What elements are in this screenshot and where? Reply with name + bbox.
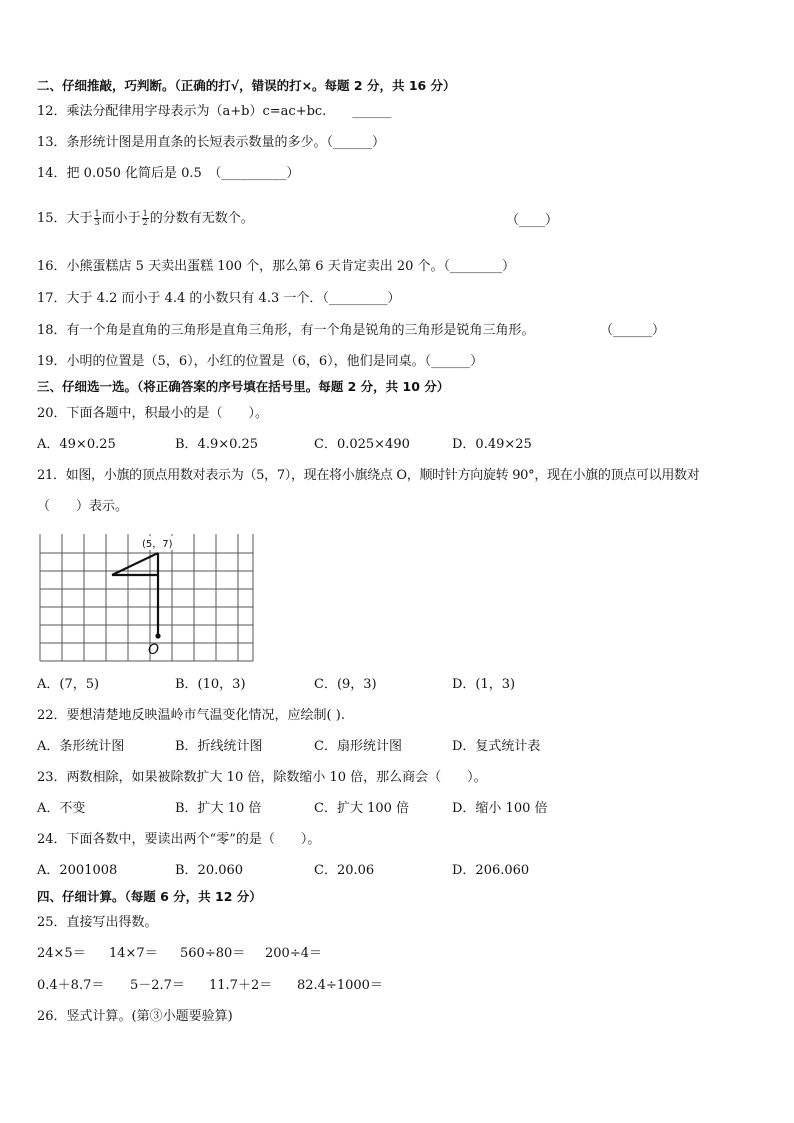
calc-item: 11.7＋2＝ (209, 978, 273, 993)
calc-item: 200÷4＝ (265, 946, 322, 961)
flag-grid-figure (36, 530, 256, 665)
q22-option-b: B．折线统计图 (175, 739, 263, 754)
question-24: 24．下面各数中，要读出两个“零”的是（ ）。 (37, 832, 321, 847)
q23-option-b: B．扩大 10 倍 (175, 801, 262, 816)
calc-item: 560÷80＝ (180, 946, 246, 961)
q20-option-a: A．49×0.25 (37, 437, 116, 452)
question-13: 13．条形统计图是用直条的长短表示数量的多少。（______） (37, 135, 386, 150)
q23-option-c: C．扩大 100 倍 (314, 801, 410, 816)
question-20: 20．下面各题中，积最小的是（ ）。 (37, 406, 269, 421)
q21-option-a: A．(7，5) (37, 677, 100, 692)
calc-item: 82.4÷1000＝ (297, 978, 383, 993)
question-16: 16．小熊蛋糕店 5 天卖出蛋糕 100 个，那么第 6 天肯定卖出 20 个。（________） (37, 259, 515, 274)
q20-option-d: D．0.49×25 (452, 437, 532, 452)
flag-shape (112, 553, 158, 636)
question-14: 14．把 0.050 化简后是 0.5 （__________） (37, 166, 300, 181)
calc-item: 0.4＋8.7＝ (37, 978, 105, 993)
question-25: 25．直接写出得数。 (37, 915, 158, 930)
q23-option-d: D．缩小 100 倍 (452, 801, 548, 816)
q24-option-d: D．206.060 (452, 863, 530, 878)
section-3-title: 三、仔细选一选。（将正确答案的序号填在括号里。每题 2 分，共 10 分） (37, 379, 450, 394)
calc-item: 14×7＝ (109, 946, 158, 961)
calc-item: 5－2.7＝ (130, 978, 185, 993)
question-15-suffix: 的分数有无数个。 (149, 211, 254, 226)
question-17: 17．大于 4.2 而小于 4.4 的小数只有 4.3 一个．（_________） (37, 291, 401, 306)
q20-option-b: B．4.9×0.25 (175, 437, 259, 452)
question-18-blank: （______） (600, 323, 666, 338)
question-15 (37, 210, 254, 228)
question-15-prefix: 15．大于 (37, 211, 93, 226)
question-26: 26．竖式计算。(第③小题要验算) (37, 1009, 233, 1024)
question-15-blank: （____） (506, 213, 559, 228)
question-19: 19．小明的位置是（5，6），小红的位置是（6，6），他们是同桌。（______） (37, 354, 484, 369)
question-22: 22．要想清楚地反映温岭市气温变化情况，应绘制( ). (37, 708, 345, 723)
calc-item: 24×5＝ (37, 946, 86, 961)
question-21-line-1: 21．如图，小旗的顶点用数对表示为（5，7），现在将小旗绕点 O，顺时针方向旋转 90°，现在小旗的顶点可以用数对 (37, 468, 700, 483)
question-18: 18．有一个角是直角的三角形是直角三角形，有一个角是锐角的三角形是锐角三角形。 (37, 323, 535, 338)
fraction-one-half: $\frac{1}{2}$ (142, 209, 148, 227)
question-23: 23．两数相除，如果被除数扩大 10 倍，除数缩小 10 倍，那么商会（ ）。 (37, 770, 487, 785)
grid-lines (40, 534, 253, 661)
q24-option-b: B．20.060 (175, 863, 244, 878)
q22-option-d: D．复式统计表 (452, 739, 541, 754)
q23-option-a: A．不变 (37, 801, 86, 816)
origin-point (155, 633, 160, 638)
q20-option-c: C．0.025×490 (314, 437, 410, 452)
section-2-title: 二、仔细推敲，巧判断。（正确的打√，错误的打×。每题 2 分，共 16 分） (37, 78, 456, 93)
q24-option-a: A．2001008 (37, 863, 118, 878)
q22-option-c: C．扇形统计图 (314, 739, 402, 754)
q24-option-c: C．20.06 (314, 863, 375, 878)
q21-option-d: D．(1，3) (452, 677, 516, 692)
q22-option-a: A．条形统计图 (37, 739, 125, 754)
question-15-middle: 而小于 (101, 211, 141, 226)
section-4-title: 四、仔细计算。（每题 6 分，共 12 分） (37, 889, 262, 904)
q21-option-b: B．(10，3) (175, 677, 246, 692)
fraction-one-third: $\frac{1}{3}$ (94, 209, 100, 227)
origin-label: O (148, 642, 160, 658)
flag-vertex-label: (5，7) (142, 539, 173, 550)
q21-option-c: C．(9，3) (314, 677, 377, 692)
question-12: 12．乘法分配律用字母表示为（a+b）c=ac+bc. ______ (37, 104, 392, 119)
question-21-line-2: （ ）表示。 (37, 499, 129, 514)
